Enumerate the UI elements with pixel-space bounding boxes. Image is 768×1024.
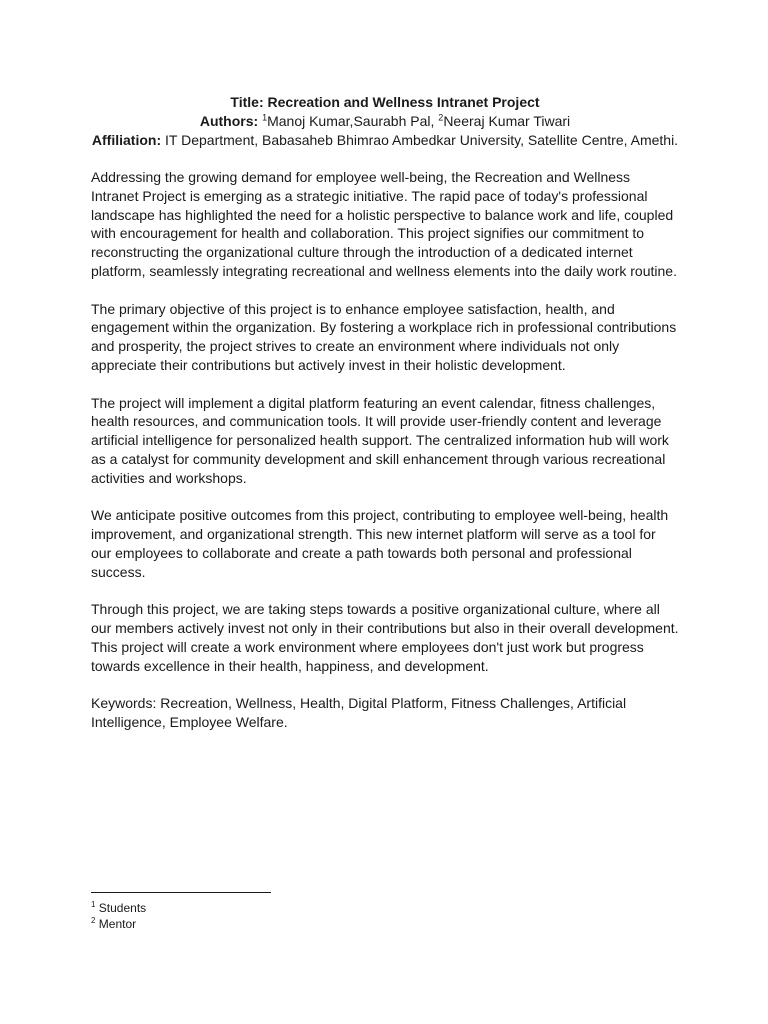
author-superscript-2: 2: [438, 112, 444, 123]
author-superscript-1: 1: [262, 112, 268, 123]
authors-label: Authors:: [199, 113, 259, 129]
footnote-mark: 1: [91, 900, 96, 909]
footnote-text: Students: [98, 901, 147, 915]
footnote-item: [91, 916, 146, 932]
affiliation-text: IT Department, Babasaheb Bhimrao Ambedkar University, Satellite Centre, Amethi.: [165, 132, 679, 148]
paragraph-conclusion: Through this project, we are taking steps towards a positive organizational culture, where all our members actively invest not only in their contributions but also in their overall development. This project will create a work environment where employees don't just work but progress towards excellence in their health, happiness, and development.: [91, 601, 679, 674]
authors-line: [91, 112, 679, 131]
document-body: [91, 168, 679, 732]
paragraph-objective: The primary objective of this project is to enhance employee satisfaction, health, and engagement within the organization. By fostering a workplace rich in professional contributions and prosperity, the project strives to create an environment where individuals not only appreciate their contributions but actively invest in their holistic development.: [91, 300, 677, 373]
affiliation-line: [91, 131, 679, 150]
authors-group-mentor: Neeraj Kumar Tiwari: [443, 113, 571, 129]
footnote-mark: 2: [91, 916, 96, 925]
footnote-text: Mentor: [98, 917, 137, 931]
paragraph-outcomes: We anticipate positive outcomes from this project, contributing to employee well-being, health improvement, and organizational strength. This new internet platform will serve as a tool for our employees to collaborate and create a path towards both personal and professional success.: [91, 507, 669, 580]
paragraph-implementation: The project will implement a digital platform featuring an event calendar, fitness challenges, health resources, and communication tools. It will provide user-friendly content and leverage artificial intelligence for personalized health support. The centralized information hub will work as a catalyst for community development and skill enhancement through various recreational activities and workshops.: [91, 394, 669, 486]
paragraph-keywords: Keywords: Recreation, Wellness, Health, Digital Platform, Fitness Challenges, Artificial Intelligence, Employee Welfare.: [91, 695, 627, 731]
footnote-item: [91, 900, 146, 916]
document-header: [91, 93, 679, 150]
paragraph-introduction: Addressing the growing demand for employee well-being, the Recreation and Wellness Intranet Project is emerging as a strategic initiative. The rapid pace of today's professional landscape has highlighted the need for a holistic perspective to balance work and life, coupled with encouragement for health and collaboration. This project signifies our commitment to reconstructing the organizational culture through the introduction of a dedicated internet platform, seamlessly integrating recreational and wellness elements into the daily work routine.: [91, 169, 677, 279]
footnote-divider: [91, 892, 271, 893]
document-page: [91, 93, 679, 751]
title-line: [91, 93, 679, 112]
authors-group-students: Manoj Kumar,Saurabh Pal,: [267, 113, 435, 129]
document-title: Recreation and Wellness Intranet Project: [267, 94, 540, 110]
affiliation-label: Affiliation:: [91, 132, 162, 148]
footnotes: [91, 900, 146, 932]
title-label: Title:: [230, 94, 264, 110]
